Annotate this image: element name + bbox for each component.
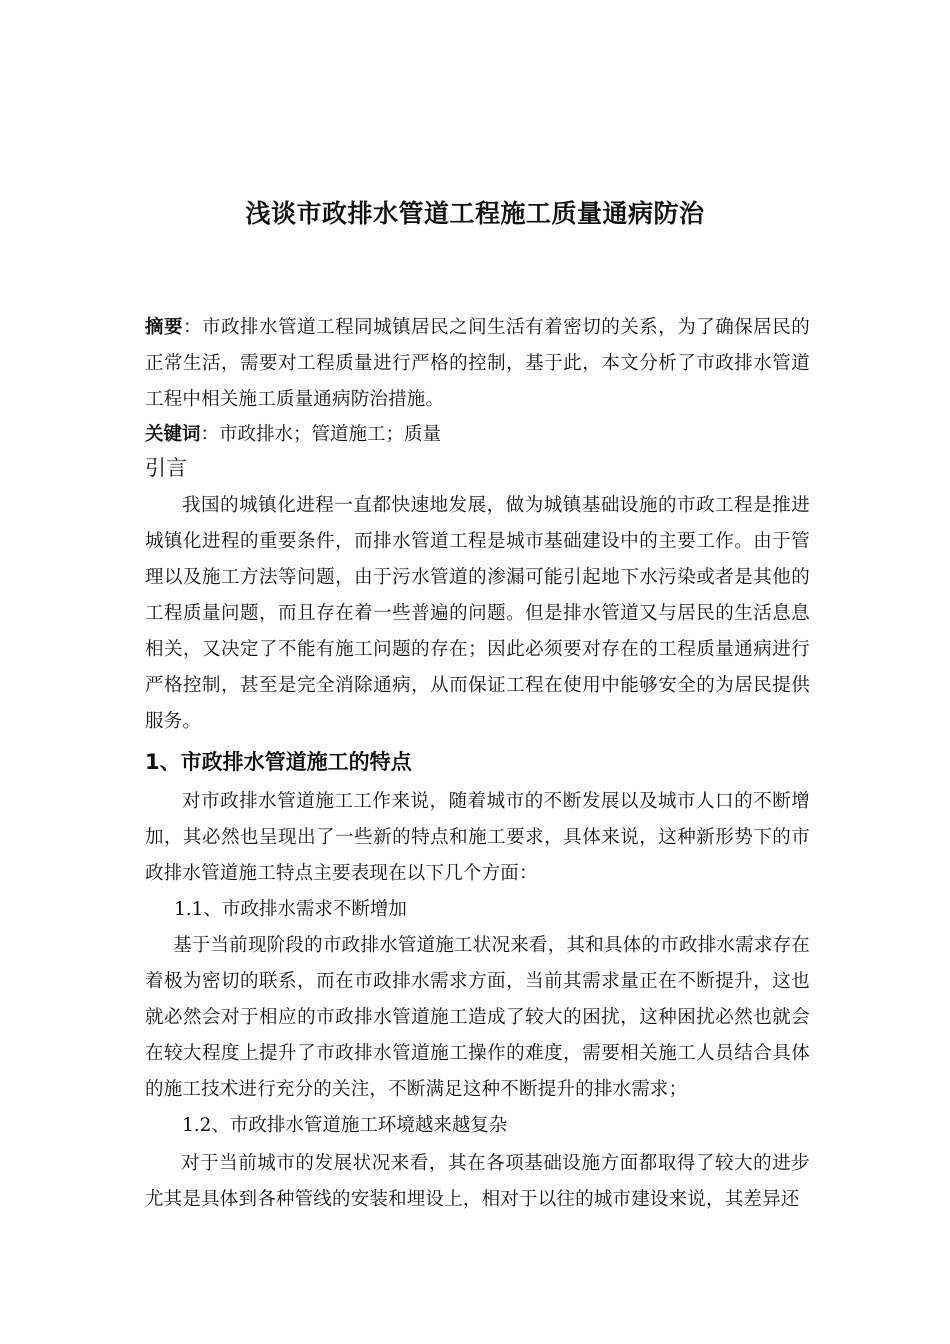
abstract-paragraph — [145, 310, 810, 418]
section1-paragraph: 对市政排水管道施工工作来说，随着城市的不断发展以及城市人口的不断增加，其必然也呈现出了一些新的特点和施工要求，具体来说，这种新形势下的市政排水管道施工特点主要表现在以下几个方面： — [145, 791, 810, 884]
keywords-line — [145, 420, 441, 450]
subsection-1-2-heading: 1.2、市政排水管道施工环境越来越复杂 — [182, 1115, 508, 1136]
abstract-label: 摘要 — [145, 317, 184, 338]
subsection-1-1-paragraph: 基于当前现阶段的市政排水管道施工状况来看，其和具体的市政排水需求存在着极为密切的联系，而在市政排水需求方面，当前其需求量正在不断提升，这也就必然会对于相应的市政排水管道施工造成了较大的困扰，这种困扰必然也就会在较大程度上提升了市政排水管道施工操作的难度，需要相关施工人员结合具体的施工技术进行充分的关注，不断满足这种不断提升的排水需求； — [145, 935, 810, 1100]
keywords-text: ：市政排水；管道施工；质量 — [200, 424, 442, 445]
intro-paragraph: 我国的城镇化进程一直都快速地发展，做为城镇基础设施的市政工程是推进城镇化进程的重要条件，而排水管道工程是城市基础建设中的主要工作。由于管理以及施工方法等问题，由于污水管道的渗漏可能引起地下水污染或者是其他的工程质量问题，而且存在着一些普遍的问题。但是排水管道又与居民的生活息息相关，又决定了不能有施工问题的存在；因此必须要对存在的工程质量通病进行严格控制，甚至是完全消除通病，从而保证工程在使用中能够安全的为居民提供服务。 — [145, 495, 810, 732]
section1-heading: 1、市政排水管道施工的特点 — [145, 750, 412, 774]
document-title: 浅谈市政排水管道工程施工质量通病防治 — [245, 199, 705, 228]
subsection-1-2-paragraph: 对于当前城市的发展状况来看，其在各项基础设施方面都取得了较大的进步尤其是具体到各种管线的安装和埋设上，相对于以往的城市建设来说，其差异还 — [145, 1153, 810, 1210]
abstract-text: ：市政排水管道工程同城镇居民之间生活有着密切的关系，为了确保居民的正常生活，需要对工程质量进行严格的控制，基于此，本文分析了市政排水管道工程中相关施工质量通病防治措施。 — [145, 317, 811, 410]
subsection-1-1-heading: 1.1、市政排水需求不断增加 — [174, 899, 407, 920]
keywords-label: 关键词 — [145, 424, 201, 445]
intro-heading: 引言 — [145, 456, 187, 480]
